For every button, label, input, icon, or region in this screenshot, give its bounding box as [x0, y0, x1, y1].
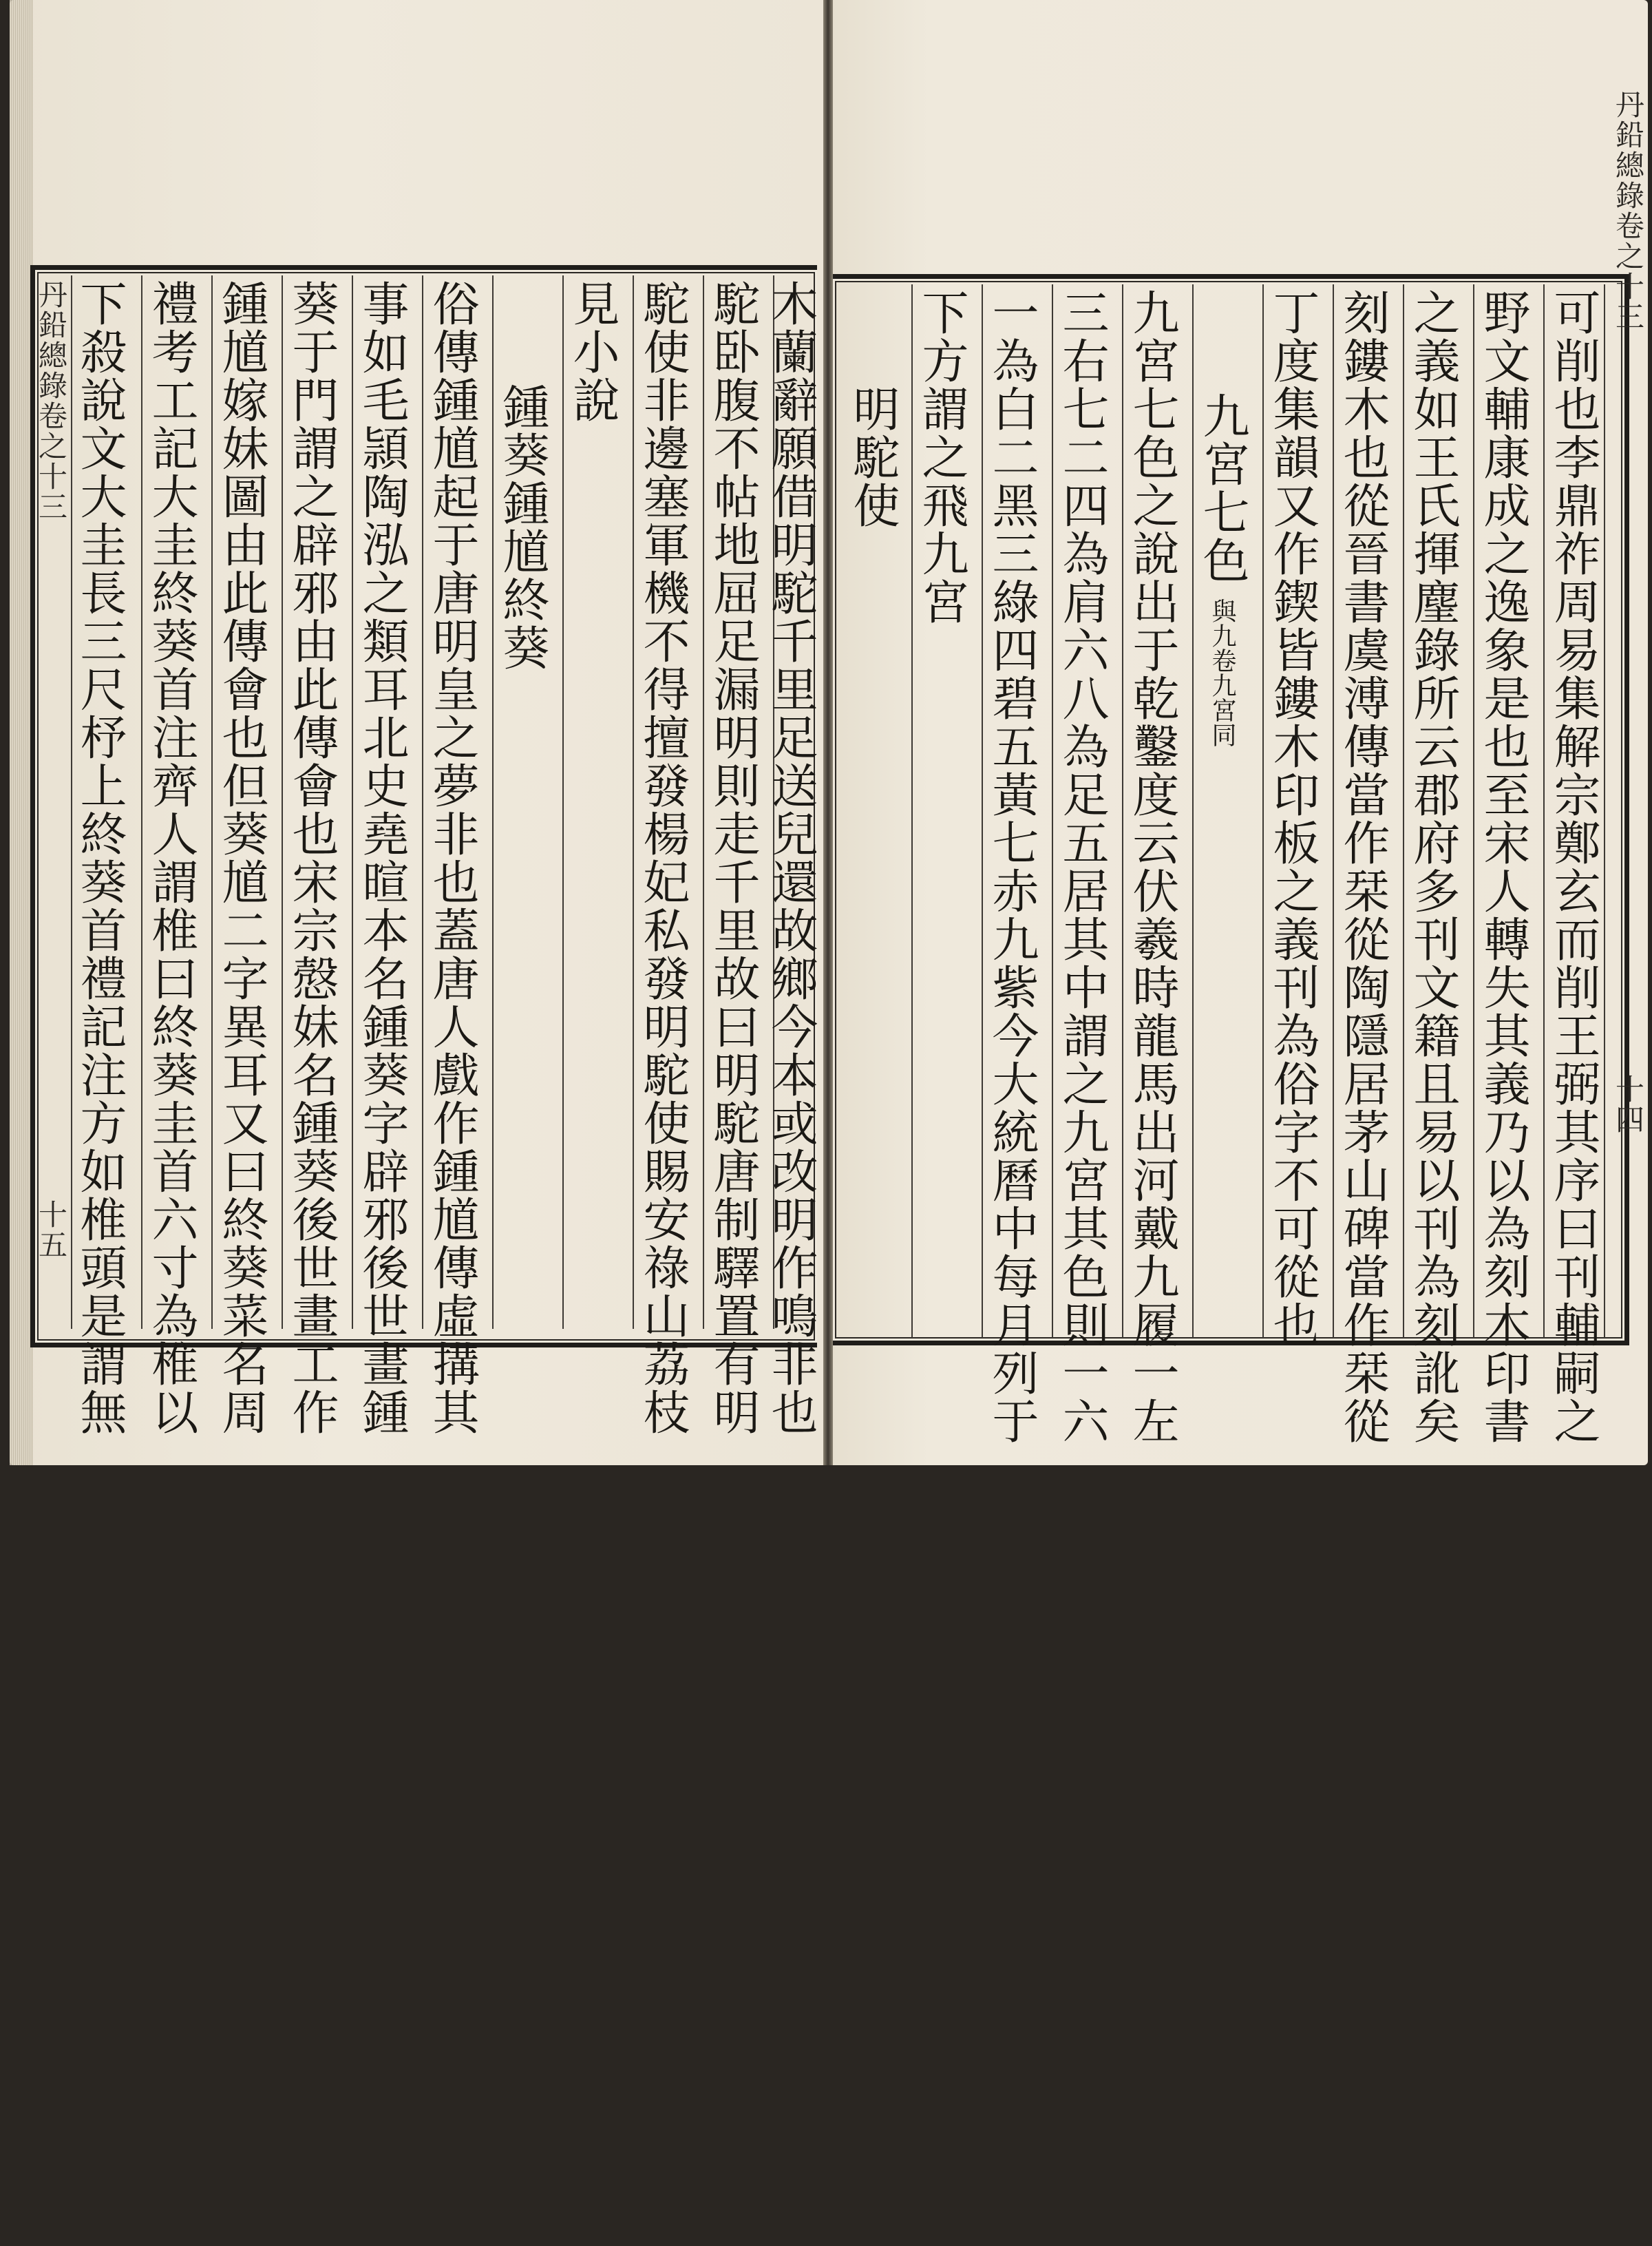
text-column: 野文輔康成之逸象是也至宋人轉失其義乃以為刻木印書 [1476, 288, 1530, 1445]
text-column: 一為白二黑三綠四碧五黃七赤九紫今大統曆中每月列于 [984, 288, 1039, 1445]
column-rule [1262, 284, 1264, 1338]
text-column: 三右七二四為肩六八為足五居其中謂之九宮其色則一六 [1055, 288, 1109, 1445]
column-rule [492, 275, 494, 1329]
entry-heading: 鍾葵鍾馗終葵 [495, 383, 549, 672]
bleed-through [324, 83, 383, 124]
column-rule [1604, 284, 1605, 1338]
text-column: 下殺說文大圭長三尺杼上終葵首禮記注方如椎頭是謂無 [72, 280, 127, 1436]
entry-heading [1196, 288, 1247, 1438]
text-column: 可削也李鼎祚周易集解宗鄭玄而削王弼其序曰刊輔嗣之 [1546, 288, 1600, 1445]
column-rule [703, 275, 704, 1329]
text-column: 木蘭辭願借明駝千里足送兒還故鄉今本或改明作鳴非也 [763, 280, 818, 1436]
column-rule [1192, 284, 1194, 1338]
column-rule [562, 275, 564, 1329]
column-rule [911, 284, 913, 1338]
text-column: 丁度集韻又作鍥皆鏤木印板之義刊為俗字不可從也 [1265, 288, 1320, 1349]
fore-edge [10, 0, 33, 1465]
right-margin-label: 丹鉛總錄卷之十三 [1611, 90, 1645, 332]
left-folio-number: 十五 [34, 1199, 68, 1260]
column-rule [1122, 284, 1123, 1338]
column-rule [1473, 284, 1474, 1338]
gutter [823, 0, 833, 1465]
column-rule [352, 275, 353, 1329]
right-page-frame [833, 274, 1629, 1445]
column-rule [1543, 284, 1545, 1338]
column-rule [1403, 284, 1404, 1338]
right-folio-number: 十四 [1611, 1074, 1645, 1135]
heading-text: 九宮七色 [1195, 392, 1249, 585]
column-rule [633, 275, 634, 1329]
column-rule [211, 275, 213, 1329]
left-margin-label: 丹鉛總錄卷之十三 [34, 280, 68, 522]
column-rule [422, 275, 423, 1329]
text-column: 鍾馗嫁妹圖由此傳會也但葵馗二字異耳又曰終葵菜名周 [214, 280, 268, 1436]
inline-note: 與九卷九宮同 [1208, 598, 1236, 747]
text-column: 駝卧腹不帖地屈足漏明則走千里故曰明駝唐制驛置有明 [706, 280, 760, 1436]
text-column: 俗傳鍾馗起于唐明皇之夢非也蓋唐人戲作鍾馗傳虛搆其 [425, 280, 479, 1436]
text-column: 禮考工記大圭終葵首注齊人謂椎曰終葵圭首六寸為椎以 [144, 280, 198, 1436]
column-rule [1333, 284, 1334, 1338]
text-column: 九宮七色之說出于乾鑿度云伏羲時龍馬出河戴九履一左 [1125, 288, 1179, 1445]
left-page-frame [30, 265, 818, 1436]
text-column: 葵于門謂之辟邪由此傳會也宋宗慤妹名鍾葵後世畫工作 [284, 280, 339, 1436]
column-rule [282, 275, 283, 1329]
column-rule [982, 284, 983, 1338]
text-column: 見小說 [565, 280, 620, 424]
column-rule [141, 275, 142, 1329]
text-column: 駝使非邊塞軍機不得擅發楊妃私發明駝使賜安祿山荔枝 [635, 280, 690, 1436]
text-column: 之義如王氏揮麈錄所云郡府多刊文籍且易以刊為刻訛矣 [1406, 288, 1460, 1445]
column-rule [1052, 284, 1053, 1338]
text-column: 明駝使 [845, 385, 900, 529]
text-column: 事如毛頴陶泓之類耳北史堯暄本名鍾葵字辟邪後世畫鍾 [354, 280, 409, 1436]
text-column: 下方謂之飛九宮 [914, 288, 968, 626]
text-column: 刻鏤木也從晉書虞溥傳當作栞從陶隱居茅山碑當作栞從 [1335, 288, 1390, 1445]
